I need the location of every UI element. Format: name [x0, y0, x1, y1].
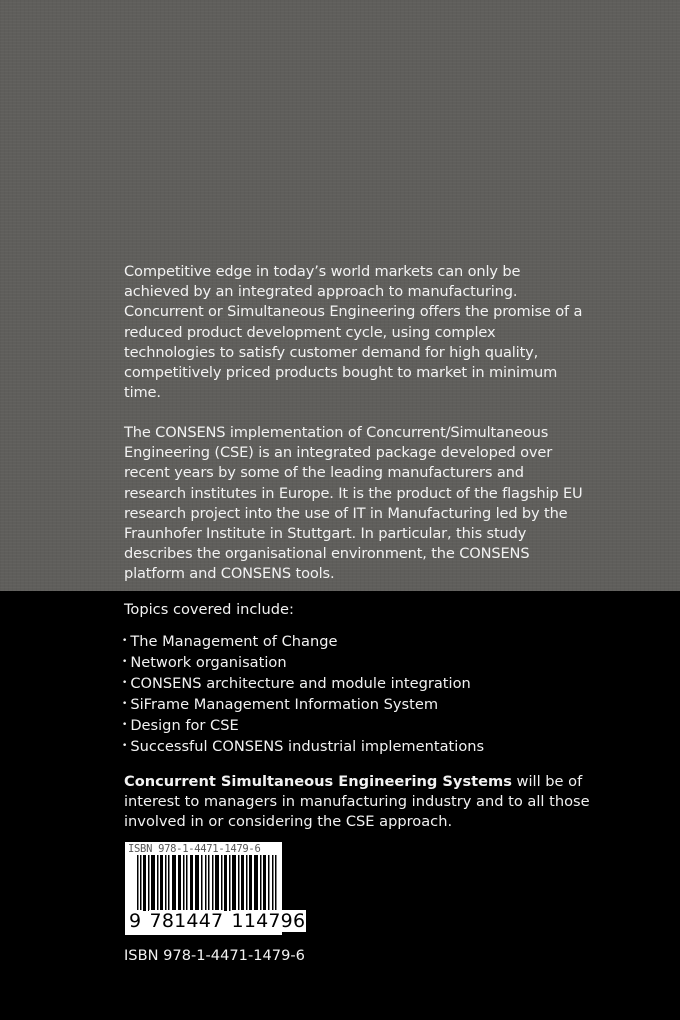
- isbn-number: ISBN 978-1-4471-1479-6: [124, 947, 305, 964]
- barcode-group-1: 781447: [149, 910, 224, 932]
- bullet-icon: •: [122, 720, 128, 731]
- isbn-barcode: [125, 842, 306, 935]
- topic-item: [122, 694, 484, 715]
- barcode-first-digit: 9: [129, 910, 142, 932]
- book-title: Concurrent Simultaneous Engineering Systems: [124, 773, 512, 790]
- topic-label: The Management of Change: [130, 633, 338, 650]
- topic-item: [122, 715, 484, 736]
- topic-item: [122, 673, 484, 694]
- barcode-digits: [128, 910, 306, 932]
- topic-item: [122, 631, 484, 652]
- closing-statement: [124, 772, 594, 833]
- description-paragraph-2: The CONSENS implementation of Concurrent/Simultaneous Engineering (CSE) is an integrated package developed over recent years by some of the leading manufacturers and research institutes in Europe. It is the product of the flagship EU research project into the use of IT in Manufacturing led by the Fraunhofer Institute in Stuttgart. In particular, this study describes the organisational environment, the CONSENS platform and CONSENS tools.: [124, 424, 583, 583]
- bullet-icon: •: [122, 699, 128, 710]
- barcode-isbn-label: ISBN 978-1-4471-1479-6: [128, 843, 261, 855]
- topic-label: SiFrame Management Information System: [130, 696, 439, 714]
- topic-label: Design for CSE: [130, 717, 239, 735]
- topic-label: Successful CONSENS industrial implementations: [130, 738, 485, 756]
- bullet-icon: •: [122, 678, 128, 689]
- bullet-icon: •: [122, 741, 128, 752]
- topic-item: [122, 736, 484, 757]
- description-paragraph-1: Competitive edge in today’s world markets can only be achieved by an integrated approach to manufacturing. Concurrent or Simultaneous Engineering offers the promise of a reduced product development cycle, using complex technologies to satisfy customer demand for high quality, competitively priced products bought to market in minimum time.: [124, 263, 583, 402]
- bullet-icon: •: [122, 636, 128, 646]
- topic-label: Network organisation: [130, 654, 287, 672]
- bullet-icon: •: [122, 657, 128, 668]
- topic-item: [122, 652, 484, 673]
- topics-list: [122, 631, 484, 758]
- topics-heading: Topics covered include:: [124, 601, 294, 618]
- topic-label: CONSENS architecture and module integration: [130, 675, 471, 693]
- barcode-group-2: 114796: [231, 910, 306, 932]
- closing-text: will be of interest to managers in manufacturing industry and to all those involved in or considering the CSE approach.: [124, 773, 590, 831]
